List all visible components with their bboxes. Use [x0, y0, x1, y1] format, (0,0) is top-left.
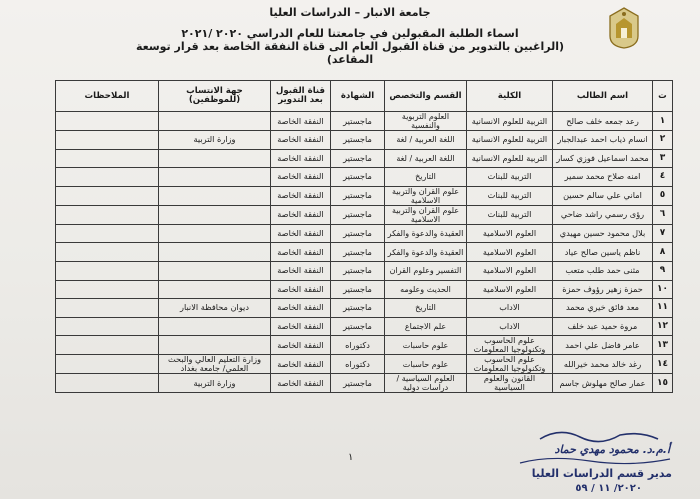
cell-channel: النفقة الخاصة — [271, 336, 331, 355]
cell-degree: دكتوراه — [331, 336, 385, 355]
cell-dept: العقيدة والدعوة والفكر — [385, 243, 467, 262]
cell-employer — [159, 243, 271, 262]
table-row — [56, 168, 673, 187]
cell-degree: ماجستير — [331, 317, 385, 336]
cell-dept: علوم القران والتربية الاسلامية — [385, 205, 467, 224]
cell-notes — [56, 261, 159, 280]
table-row — [56, 243, 673, 262]
cell-degree: ماجستير — [331, 205, 385, 224]
cell-degree: ماجستير — [331, 299, 385, 318]
cell-num: ١٥ — [653, 374, 673, 393]
cell-channel: النفقة الخاصة — [271, 243, 331, 262]
cell-college: القانون والعلوم السياسية — [467, 374, 553, 393]
cell-name: مثنى حمد طلب متعب — [553, 261, 653, 280]
col-name-header: اسم الطالب — [553, 81, 653, 112]
cell-degree: ماجستير — [331, 149, 385, 168]
cell-notes — [56, 299, 159, 318]
cell-employer — [159, 317, 271, 336]
cell-notes — [56, 280, 159, 299]
page-number: ١ — [348, 452, 354, 463]
cell-channel: النفقة الخاصة — [271, 261, 331, 280]
cell-degree: ماجستير — [331, 186, 385, 205]
cell-num: ١ — [653, 112, 673, 131]
cell-notes — [56, 374, 159, 393]
cell-channel: النفقة الخاصة — [271, 112, 331, 131]
cell-degree: ماجستير — [331, 374, 385, 393]
cell-college: التربية للبنات — [467, 205, 553, 224]
table-row — [56, 149, 673, 168]
col-employer-header: جهة الانتساب (للموظفين) — [159, 81, 271, 112]
table-row — [56, 261, 673, 280]
cell-degree: ماجستير — [331, 243, 385, 262]
cell-notes — [56, 224, 159, 243]
cell-employer: وزارة التربية — [159, 131, 271, 150]
cell-college: التربية للعلوم الانسانية — [467, 149, 553, 168]
cell-notes — [56, 205, 159, 224]
col-dept-header: القسم والتخصص — [385, 81, 467, 112]
cell-num: ٢ — [653, 131, 673, 150]
cell-num: ٥ — [653, 186, 673, 205]
cell-channel: النفقة الخاصة — [271, 149, 331, 168]
cell-college: العلوم الاسلامية — [467, 280, 553, 299]
table-header-row — [56, 81, 673, 112]
table-row — [56, 374, 673, 393]
cell-employer — [159, 224, 271, 243]
cell-dept: اللغة العربية / لغة — [385, 131, 467, 150]
cell-name: اماني علي سالم حسين — [553, 186, 653, 205]
cell-dept: الحديث وعلومه — [385, 280, 467, 299]
cell-employer: ديوان محافظة الانبار — [159, 299, 271, 318]
cell-dept: العقيدة والدعوة والفكر — [385, 224, 467, 243]
cell-college: العلوم الاسلامية — [467, 243, 553, 262]
cell-dept: علوم حاسبات — [385, 355, 467, 374]
cell-channel: النفقة الخاصة — [271, 186, 331, 205]
table-row — [56, 355, 673, 374]
cell-dept: علم الاجتماع — [385, 317, 467, 336]
cell-notes — [56, 336, 159, 355]
signatory-name: أ.م.د. محمود مهدي حماد — [554, 443, 670, 456]
cell-college: العلوم الاسلامية — [467, 261, 553, 280]
cell-college: التربية للعلوم الانسانية — [467, 112, 553, 131]
cell-college: علوم الحاسوب وتكنولوجيا المعلومات — [467, 355, 553, 374]
table-row — [56, 205, 673, 224]
cell-degree: ماجستير — [331, 261, 385, 280]
cell-num: ١٤ — [653, 355, 673, 374]
cell-notes — [56, 131, 159, 150]
table-row — [56, 131, 673, 150]
cell-notes — [56, 112, 159, 131]
cell-channel: النفقة الخاصة — [271, 131, 331, 150]
cell-name: حمزة زهير رؤوف حمزة — [553, 280, 653, 299]
cell-employer — [159, 186, 271, 205]
cell-dept: التاريخ — [385, 168, 467, 187]
cell-college: العلوم الاسلامية — [467, 224, 553, 243]
cell-employer — [159, 149, 271, 168]
cell-degree: ماجستير — [331, 280, 385, 299]
cell-dept: التفسير وعلوم القران — [385, 261, 467, 280]
cell-channel: النفقة الخاصة — [271, 205, 331, 224]
cell-name: رعد جمعه خلف صالح — [553, 112, 653, 131]
cell-notes — [56, 243, 159, 262]
cell-name: رغد خالد محمد خيرالله — [553, 355, 653, 374]
cell-num: ١١ — [653, 299, 673, 318]
cell-num: ٤ — [653, 168, 673, 187]
cell-degree: ماجستير — [331, 224, 385, 243]
cell-degree: ماجستير — [331, 112, 385, 131]
table-row — [56, 280, 673, 299]
cell-name: انسام ذياب احمد عبدالجبار — [553, 131, 653, 150]
cell-college: التربية للعلوم الانسانية — [467, 131, 553, 150]
col-college-header: الكلية — [467, 81, 553, 112]
cell-dept: التاريخ — [385, 299, 467, 318]
cell-name: رؤى رسمي راشد ضاحي — [553, 205, 653, 224]
cell-employer: وزارة التعليم العالي والبحث العلمي/ جامعة بغداد — [159, 355, 271, 374]
cell-channel: النفقة الخاصة — [271, 355, 331, 374]
cell-degree: دكتوراه — [331, 355, 385, 374]
col-notes-header: الملاحظات — [56, 81, 159, 112]
cell-notes — [56, 355, 159, 374]
signatory-title: مدير قسم الدراسات العليا — [531, 467, 672, 480]
col-degree-header: الشهادة — [331, 81, 385, 112]
cell-num: ١٠ — [653, 280, 673, 299]
cell-notes — [56, 168, 159, 187]
cell-name: مروة حميد عبد خلف — [553, 317, 653, 336]
cell-college: التربية للبنات — [467, 186, 553, 205]
table-row — [56, 299, 673, 318]
col-channel-header: قناة القبول بعد التدوير — [271, 81, 331, 112]
table-row — [56, 224, 673, 243]
cell-name: محمد اسماعيل فوزي كسار — [553, 149, 653, 168]
cell-employer — [159, 112, 271, 131]
cell-dept: علوم حاسبات — [385, 336, 467, 355]
cell-employer — [159, 205, 271, 224]
university-title: جامعة الانبار – الدراسات العليا — [269, 6, 431, 19]
cell-num: ١٢ — [653, 317, 673, 336]
cell-num: ٨ — [653, 243, 673, 262]
table-row — [56, 186, 673, 205]
cell-college: التربية للبنات — [467, 168, 553, 187]
cell-notes — [56, 186, 159, 205]
cell-dept: العلوم السياسية / دراسات دولية — [385, 374, 467, 393]
table-row — [56, 112, 673, 131]
cell-channel: النفقة الخاصة — [271, 299, 331, 318]
cell-channel: النفقة الخاصة — [271, 317, 331, 336]
cell-dept: علوم القران والتربية الاسلامية — [385, 186, 467, 205]
cell-name: عمار صالح مهلوش جاسم — [553, 374, 653, 393]
cell-name: امنه صلاح محمد سمير — [553, 168, 653, 187]
cell-channel: النفقة الخاصة — [271, 374, 331, 393]
cell-channel: النفقة الخاصة — [271, 280, 331, 299]
cell-num: ٩ — [653, 261, 673, 280]
cell-dept: العلوم التربوية والنفسية — [385, 112, 467, 131]
university-seal-icon — [604, 6, 644, 50]
cell-name: عامر فاضل علي احمد — [553, 336, 653, 355]
cell-num: ٦ — [653, 205, 673, 224]
cell-channel: النفقة الخاصة — [271, 168, 331, 187]
cell-notes — [56, 317, 159, 336]
cell-num: ٣ — [653, 149, 673, 168]
table-row — [56, 336, 673, 355]
cell-college: علوم الحاسوب وتكنولوجيا المعلومات — [467, 336, 553, 355]
cell-name: معد فائق خيري محمد — [553, 299, 653, 318]
document-title: اسماء الطلبة المقبولين في جامعتنا للعام الدراسي ٢٠٢٠ /٢٠٢١ — [181, 27, 519, 40]
cell-num: ١٣ — [653, 336, 673, 355]
cell-employer — [159, 280, 271, 299]
cell-degree: ماجستير — [331, 131, 385, 150]
cell-name: بلال محمود حسين مهيدي — [553, 224, 653, 243]
cell-college: الاداب — [467, 299, 553, 318]
cell-channel: النفقة الخاصة — [271, 224, 331, 243]
table-row — [56, 317, 673, 336]
cell-employer: وزارة التربية — [159, 374, 271, 393]
students-table — [55, 80, 673, 393]
col-num-header: ت — [653, 81, 673, 112]
cell-employer — [159, 168, 271, 187]
cell-name: ناظم ياسين صالح عياد — [553, 243, 653, 262]
cell-employer — [159, 336, 271, 355]
document-subtitle: (الراغبين بالتدوير من قناة القبول العام الى قناة النفقة الخاصة بعد قرار توسعة المقاعد) — [135, 40, 565, 66]
cell-num: ٧ — [653, 224, 673, 243]
cell-college: الاداب — [467, 317, 553, 336]
cell-employer — [159, 261, 271, 280]
cell-notes — [56, 149, 159, 168]
signature-date: ٢٠٢٠/ ١١ / ٥٩ — [575, 483, 642, 494]
cell-degree: ماجستير — [331, 168, 385, 187]
cell-dept: اللغة العربية / لغة — [385, 149, 467, 168]
